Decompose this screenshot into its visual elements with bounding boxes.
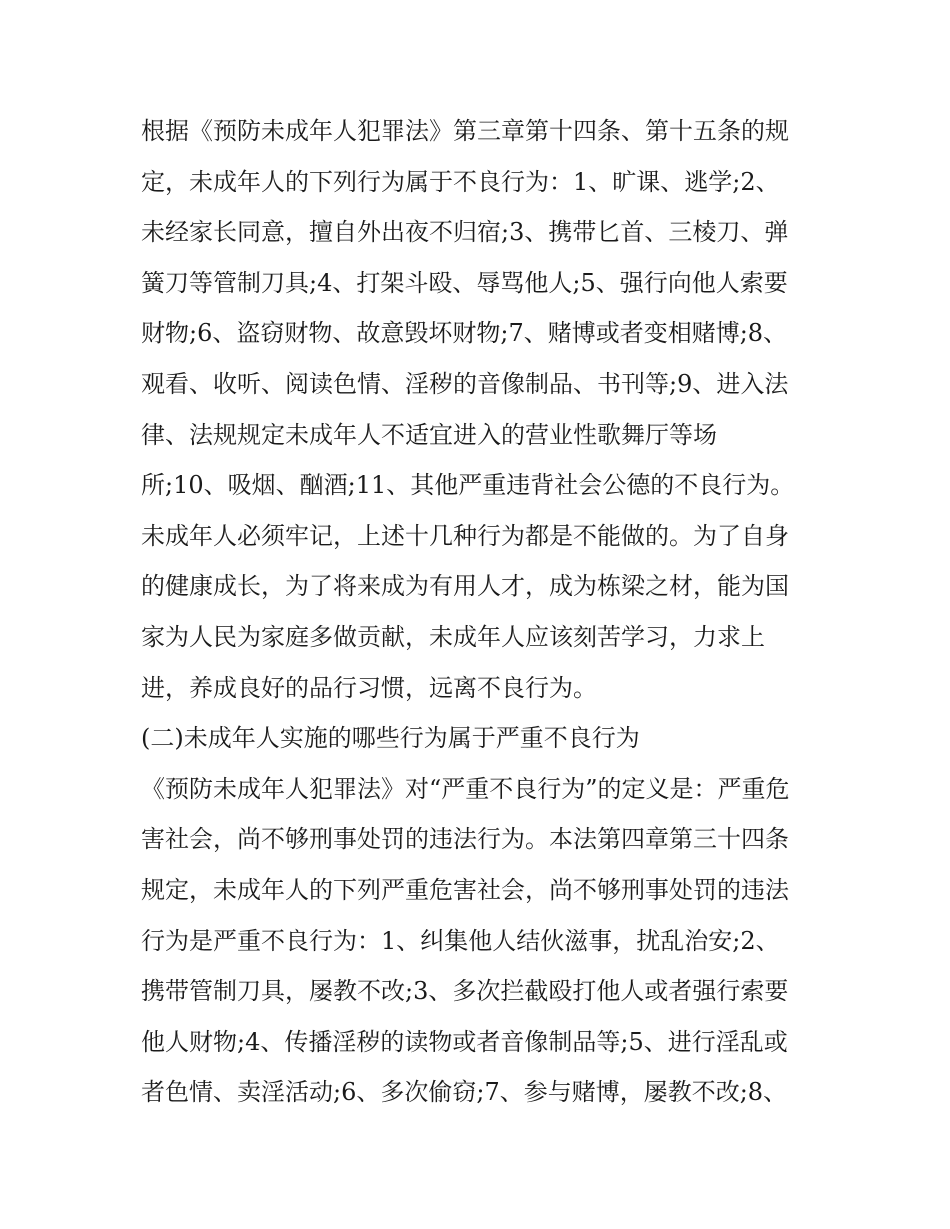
text-line: 害社会，尚不够刑事处罚的违法行为。本法第四章第三十四条 [141,825,789,854]
text-line: 观看、收听、阅读色情、淫秽的音像制品、书刊等;9、进入法 [141,369,789,398]
text-line: 他人财物;4、传播淫秽的读物或者音像制品等;5、进行淫乱或 [141,1027,788,1056]
text-line: 律、法规规定未成年人不适宜进入的营业性歌舞厅等场 [141,420,717,449]
text-line: 规定，未成年人的下列严重危害社会，尚不够刑事处罚的违法 [141,875,789,904]
text-line: 根据《预防未成年人犯罪法》第三章第十四条、第十五条的规 [141,117,789,145]
document-body [141,108,821,1120]
text-line: 《预防未成年人犯罪法》对“严重不良行为”的定义是：严重危 [141,774,790,803]
text-line: 进，养成良好的品行习惯，远离不良行为。 [141,673,597,702]
text-line: 行为是严重不良行为：1、纠集他人结伙滋事，扰乱治安;2、 [141,926,780,955]
text-line: 携带管制刀具，屡教不改;3、多次拦截殴打他人或者强行索要 [141,977,789,1006]
text-line: 未成年人必须牢记，上述十几种行为都是不能做的。为了自身 [141,521,789,550]
section-heading: (二)未成年人实施的哪些行为属于严重不良行为 [141,724,640,753]
text-line: 者色情、卖淫活动;6、多次偷窃;7、参与赌博，屡教不改;8、 [141,1078,788,1107]
text-line: 财物;6、盗窃财物、故意毁坏财物;7、赌博或者变相赌博;8、 [141,319,788,348]
text-line: 家为人民为家庭多做贡献，未成年人应该刻苦学习，力求上 [141,622,765,651]
text-line: 簧刀等管制刀具;4、打架斗殴、辱骂他人;5、强行向他人索要 [141,268,788,297]
text-line: 定，未成年人的下列行为属于不良行为：1、旷课、逃学;2、 [141,167,780,196]
text-line: 的健康成长，为了将来成为有用人才，成为栋梁之材，能为国 [141,572,789,601]
text-line: 未经家长同意，擅自外出夜不归宿;3、携带匕首、三棱刀、弹 [141,218,789,247]
text-line: 所;10、吸烟、酗酒;11、其他严重违背社会公德的不良行为。 [141,471,795,500]
